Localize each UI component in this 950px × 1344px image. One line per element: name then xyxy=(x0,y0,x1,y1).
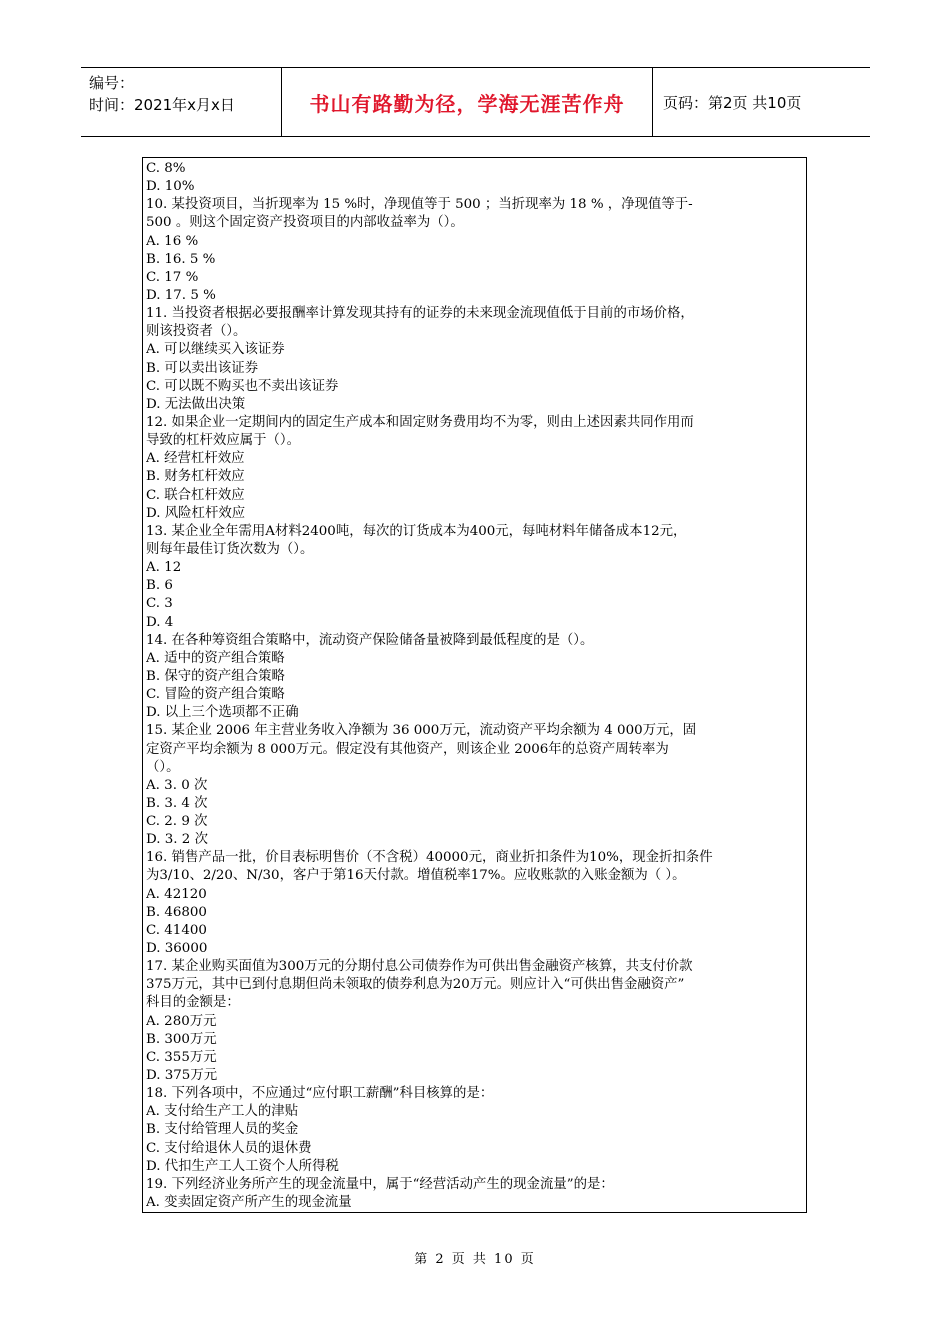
text-line: B. 3. 4 次 xyxy=(146,795,208,811)
text-line: D. 36000 xyxy=(146,941,208,957)
header-page-number: 页码：第2页 共10页 xyxy=(663,93,802,112)
text-line: 为3/10、2/20、N/30，客户于第16天付款。增值税率17%。应收账款的入账金额为（ ）。 xyxy=(146,868,686,884)
text-line: D. 代扣生产工人工资个人所得税 xyxy=(146,1158,339,1174)
header-meta xyxy=(81,68,281,136)
page-header xyxy=(81,67,870,137)
text-line: 11. 当投资者根据必要报酬率计算发现其持有的证券的未来现金流现值低于目前的市场价格， xyxy=(146,306,694,322)
text-line: C. 41400 xyxy=(146,922,207,938)
document-body xyxy=(142,157,807,1213)
text-line: 导致的杠杆效应属于（）。 xyxy=(146,433,300,449)
text-line: C. 联合杠杆效应 xyxy=(146,487,245,503)
text-line: C. 3 xyxy=(146,596,173,612)
text-line: 10. 某投资项目，当折现率为 15 %时，净现值等于 500 ；当折现率为 18 % ，净现值等于- xyxy=(146,197,693,213)
page-footer: 第 2 页 共 10 页 xyxy=(414,1252,536,1267)
text-line: C. 17 % xyxy=(146,269,199,285)
text-line: 14. 在各种筹资组合策略中，流动资产保险储备量被降到最低程度的是（）。 xyxy=(146,632,594,648)
text-line: B. 16. 5 % xyxy=(146,251,216,267)
text-line: C. 8% xyxy=(146,161,186,176)
text-line: C. 2. 9 次 xyxy=(146,814,208,830)
header-motto: 书山有路勤为径，学海无涯苦作舟 xyxy=(281,68,653,136)
text-line: 13. 某企业全年需用A材料2400吨，每次的订货成本为400元，每吨材料年储备成本12元， xyxy=(146,523,687,539)
text-line: B. 6 xyxy=(146,578,173,594)
text-line: （）。 xyxy=(146,759,180,775)
text-line: B. 46800 xyxy=(146,904,207,920)
text-line: B. 300万元 xyxy=(146,1031,217,1047)
text-line: 15. 某企业 2006 年主营业务收入净额为 36 000万元，流动资产平均余额为 4 000万元，固 xyxy=(146,723,697,739)
text-line: A. 42120 xyxy=(146,886,207,902)
time-label: 时间：2021年x月x日 xyxy=(89,96,235,114)
text-line: 16. 销售产品一批，价目表标明售价（不含税）40000元，商业折扣条件为10%，现金折扣条件 xyxy=(146,850,713,866)
text-line: B. 财务杠杆效应 xyxy=(146,469,245,485)
text-line: 19. 下列经济业务所产生的现金流量中，属于“经营活动产生的现金流量”的是： xyxy=(146,1176,614,1192)
text-line: A. 支付给生产工人的津贴 xyxy=(146,1104,299,1120)
text-line: A. 可以继续买入该证券 xyxy=(146,342,285,358)
text-line: B. 保守的资产组合策略 xyxy=(146,668,285,684)
text-line: C. 支付给退休人员的退休费 xyxy=(146,1140,312,1156)
text-line: 17. 某企业购买面值为300万元的分期付息公司债券作为可供出售金融资产核算，共支付价款 xyxy=(146,959,693,975)
text-line: B. 支付给管理人员的奖金 xyxy=(146,1122,299,1138)
text-line: D. 风险杠杆效应 xyxy=(146,505,246,521)
text-line: A. 3. 0 次 xyxy=(146,777,208,793)
text-line: A. 12 xyxy=(146,560,182,576)
text-line: D. 无法做出决策 xyxy=(146,396,246,412)
text-line: C. 冒险的资产组合策略 xyxy=(146,687,285,703)
text-line: D. 以上三个选项都不正确 xyxy=(146,705,299,721)
text-line: D. 375万元 xyxy=(146,1068,218,1084)
text-line: C. 355万元 xyxy=(146,1049,217,1065)
text-line: D. 3. 2 次 xyxy=(146,832,208,848)
text-line: C. 可以既不购买也不卖出该证券 xyxy=(146,378,339,394)
text-line: D. 10% xyxy=(146,179,195,195)
text-line: B. 可以卖出该证券 xyxy=(146,360,259,376)
text-line: D. 17. 5 % xyxy=(146,287,216,303)
number-label: 编号： xyxy=(89,74,135,92)
text-line: 500 。则这个固定资产投资项目的内部收益率为（）。 xyxy=(146,215,464,231)
text-line: 375万元，其中已到付息期但尚未领取的债券利息为20万元。则应计入“可供出售金融资产” xyxy=(146,977,685,993)
text-line: D. 4 xyxy=(146,614,174,630)
text-line: A. 280万元 xyxy=(146,1013,217,1029)
text-line: 则每年最佳订货次数为（）。 xyxy=(146,541,314,557)
text-line: 则该投资者（）。 xyxy=(146,324,247,340)
text-line: 定资产平均余额为 8 000万元。假定没有其他资产，则该企业 2006年的总资产周转率为 xyxy=(146,741,669,757)
text-line: A. 变卖固定资产所产生的现金流量 xyxy=(146,1195,352,1211)
text-line: A. 适中的资产组合策略 xyxy=(146,650,285,666)
text-line: A. 16 % xyxy=(146,233,199,249)
text-line: A. 经营杠杆效应 xyxy=(146,451,245,467)
text-line: 12. 如果企业一定期间内的固定生产成本和固定财务费用均不为零，则由上述因素共同作用而 xyxy=(146,414,694,430)
text-line: 18. 下列各项中，不应通过“应付职工薪酬”科目核算的是： xyxy=(146,1086,494,1102)
text-line: 科目的金额是： xyxy=(146,995,240,1011)
